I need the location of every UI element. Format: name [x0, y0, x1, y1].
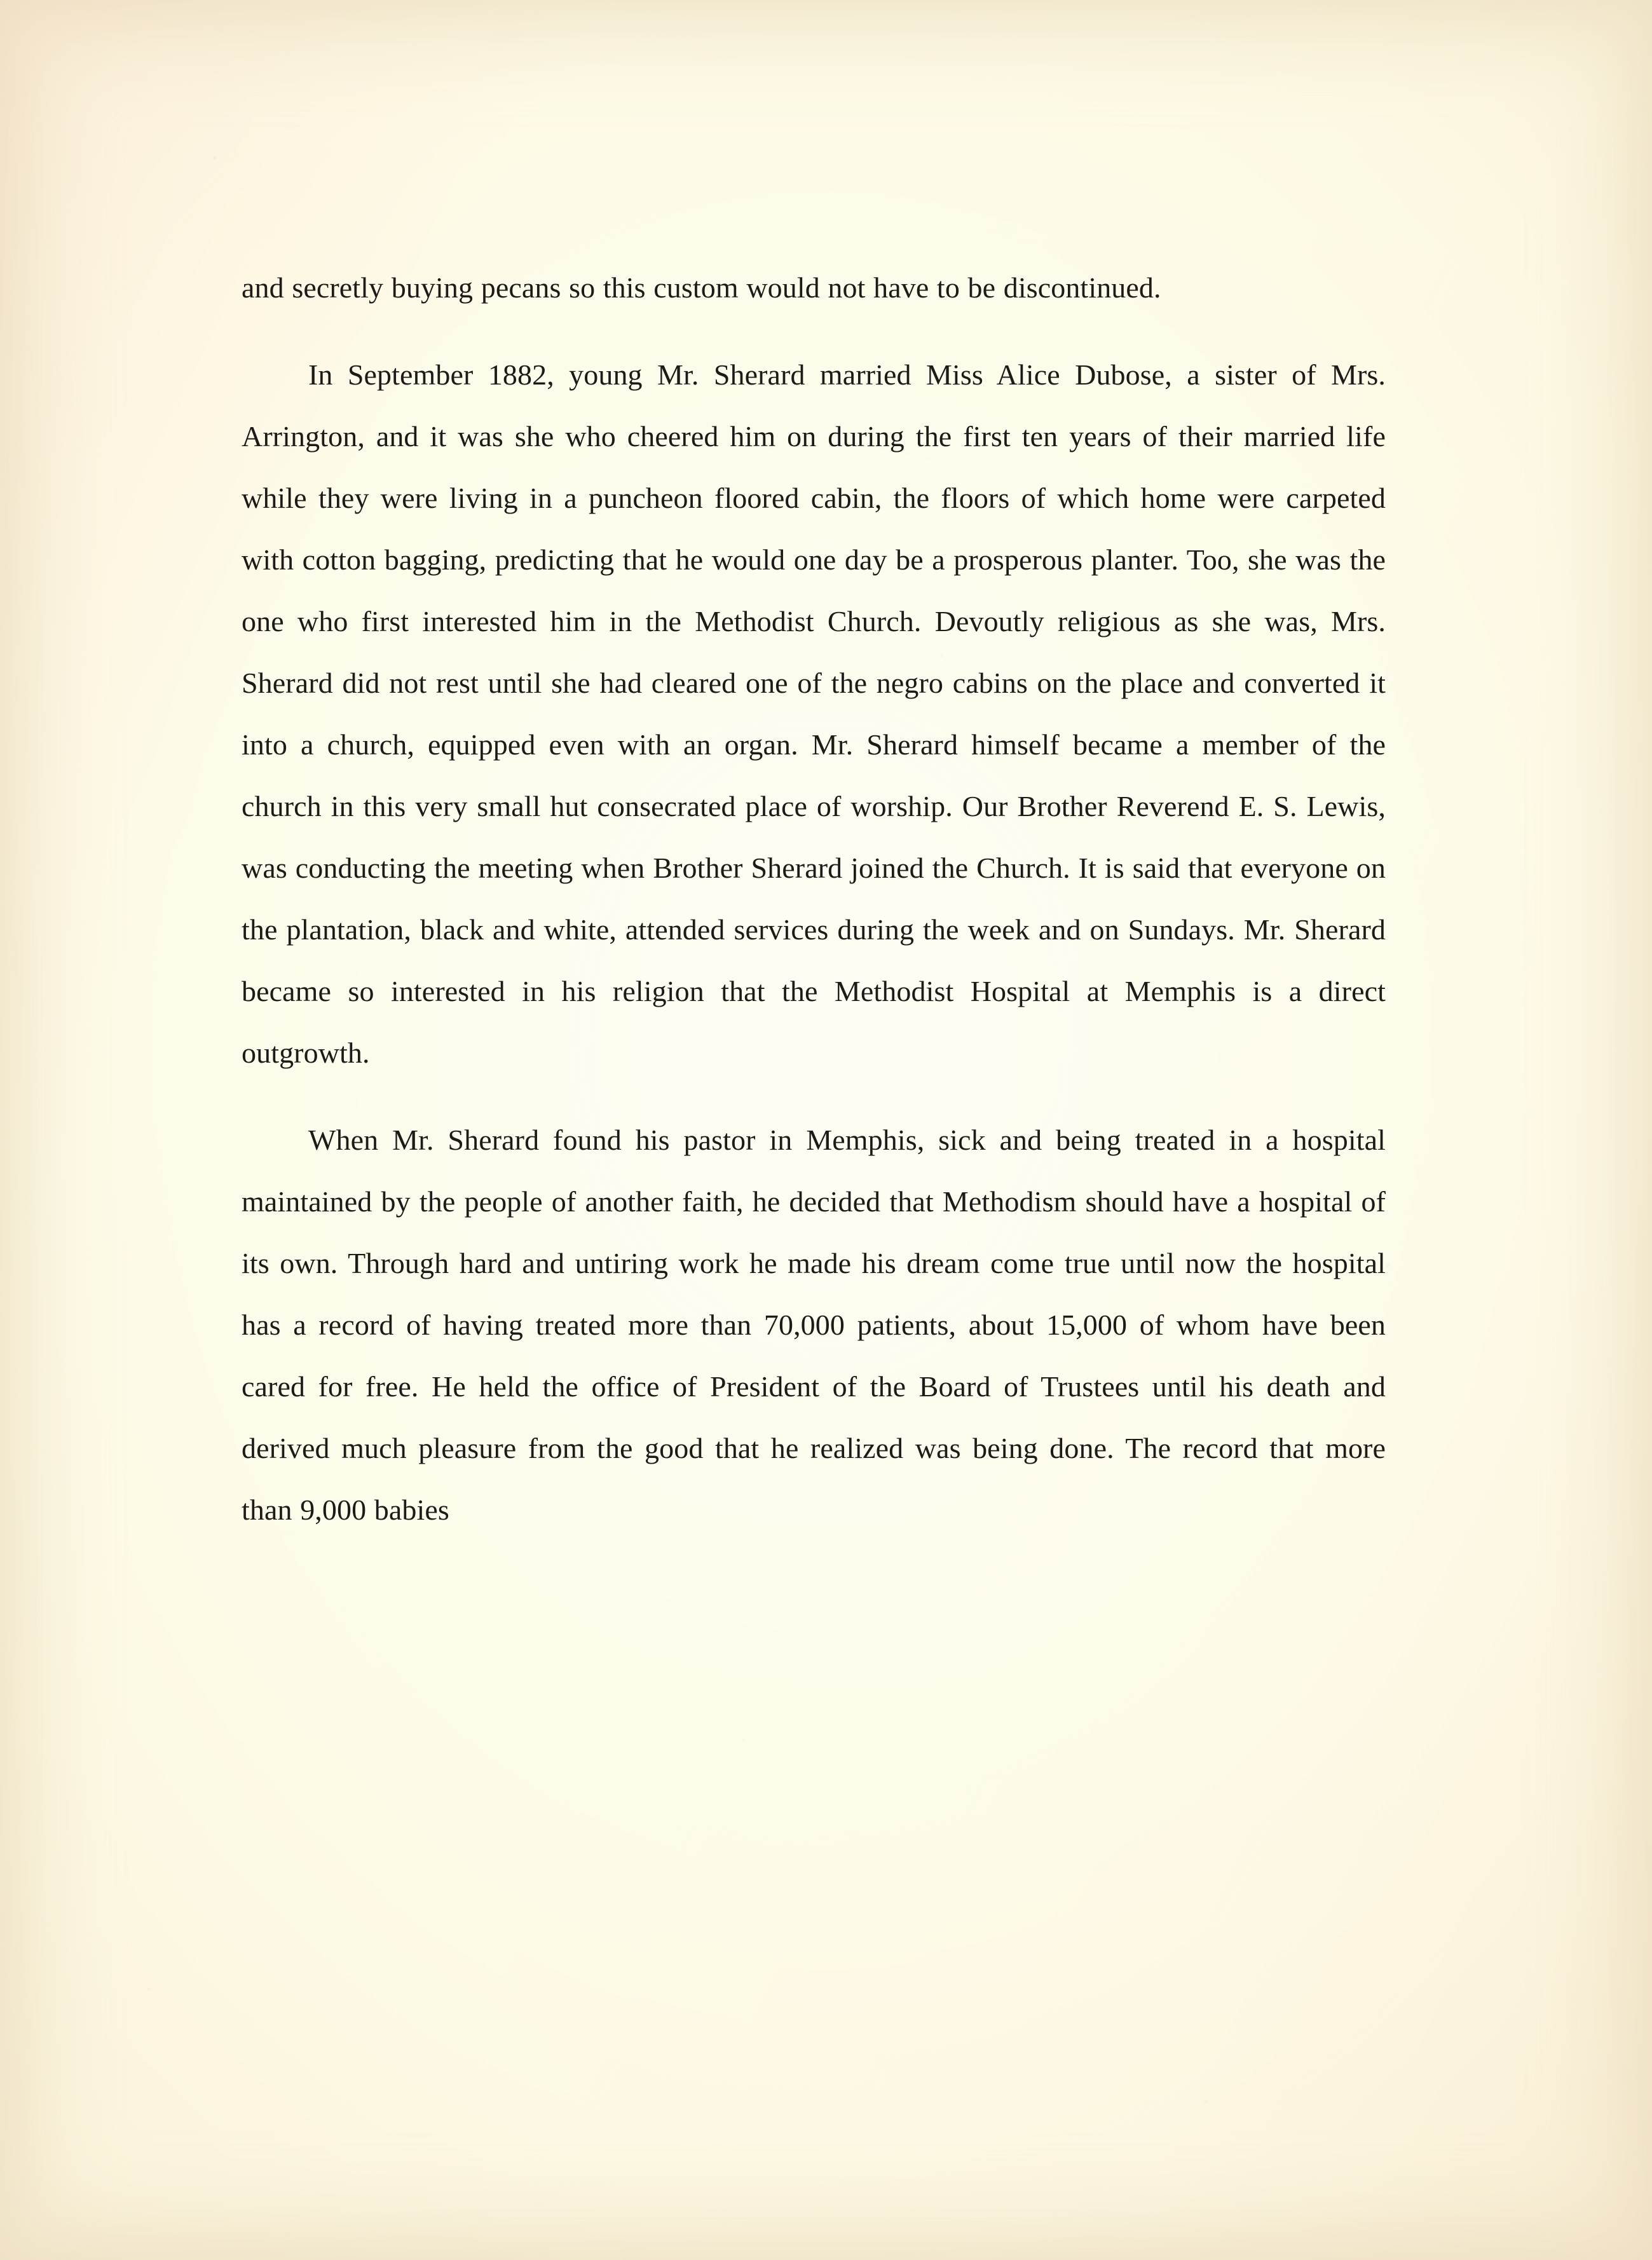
paragraph-hospital: When Mr. Sherard found his pastor in Memphis, sick and being treated in a hospital maintained by the people of another faith, he decided that Methodism should have a hospital of its own. Through hard and untiring work he made his dream come true until now the hospital has a record of having treated more than 70,000 patients, about 15,000 of whom have been cared for free. He held the office of President of the Board of Trustees until his death and derived much pleasure from the good that he realized was being done. The record that more than 9,000 babies: [242, 1124, 1386, 1526]
paragraph-continued: and secretly buying pecans so this custom would not have to be discontinued.: [242, 271, 1161, 304]
text-column: [242, 257, 1386, 1541]
paragraph-marriage: In September 1882, young Mr. Sherard married Miss Alice Dubose, a sister of Mrs. Arrington, and it was she who cheered him on during the first ten years of their married life while they were living in a puncheon floored cabin, the floors of which home were carpeted with cotton bagging, predicting that he would one day be a prosperous planter. Too, she was the one who first interested him in the Methodist Church. Devoutly religious as she was, Mrs. Sherard did not rest until she had cleared one of the negro cabins on the place and converted it into a church, equipped even with an organ. Mr. Sherard himself became a member of the church in this very small hut consecrated place of worship. Our Brother Reverend E. S. Lewis, was conducting the meeting when Brother Sherard joined the Church. It is said that everyone on the plantation, black and white, attended services during the week and on Sundays. Mr. Sherard became so interested in his religion that the Methodist Hospital at Memphis is a direct outgrowth.: [242, 358, 1386, 1069]
